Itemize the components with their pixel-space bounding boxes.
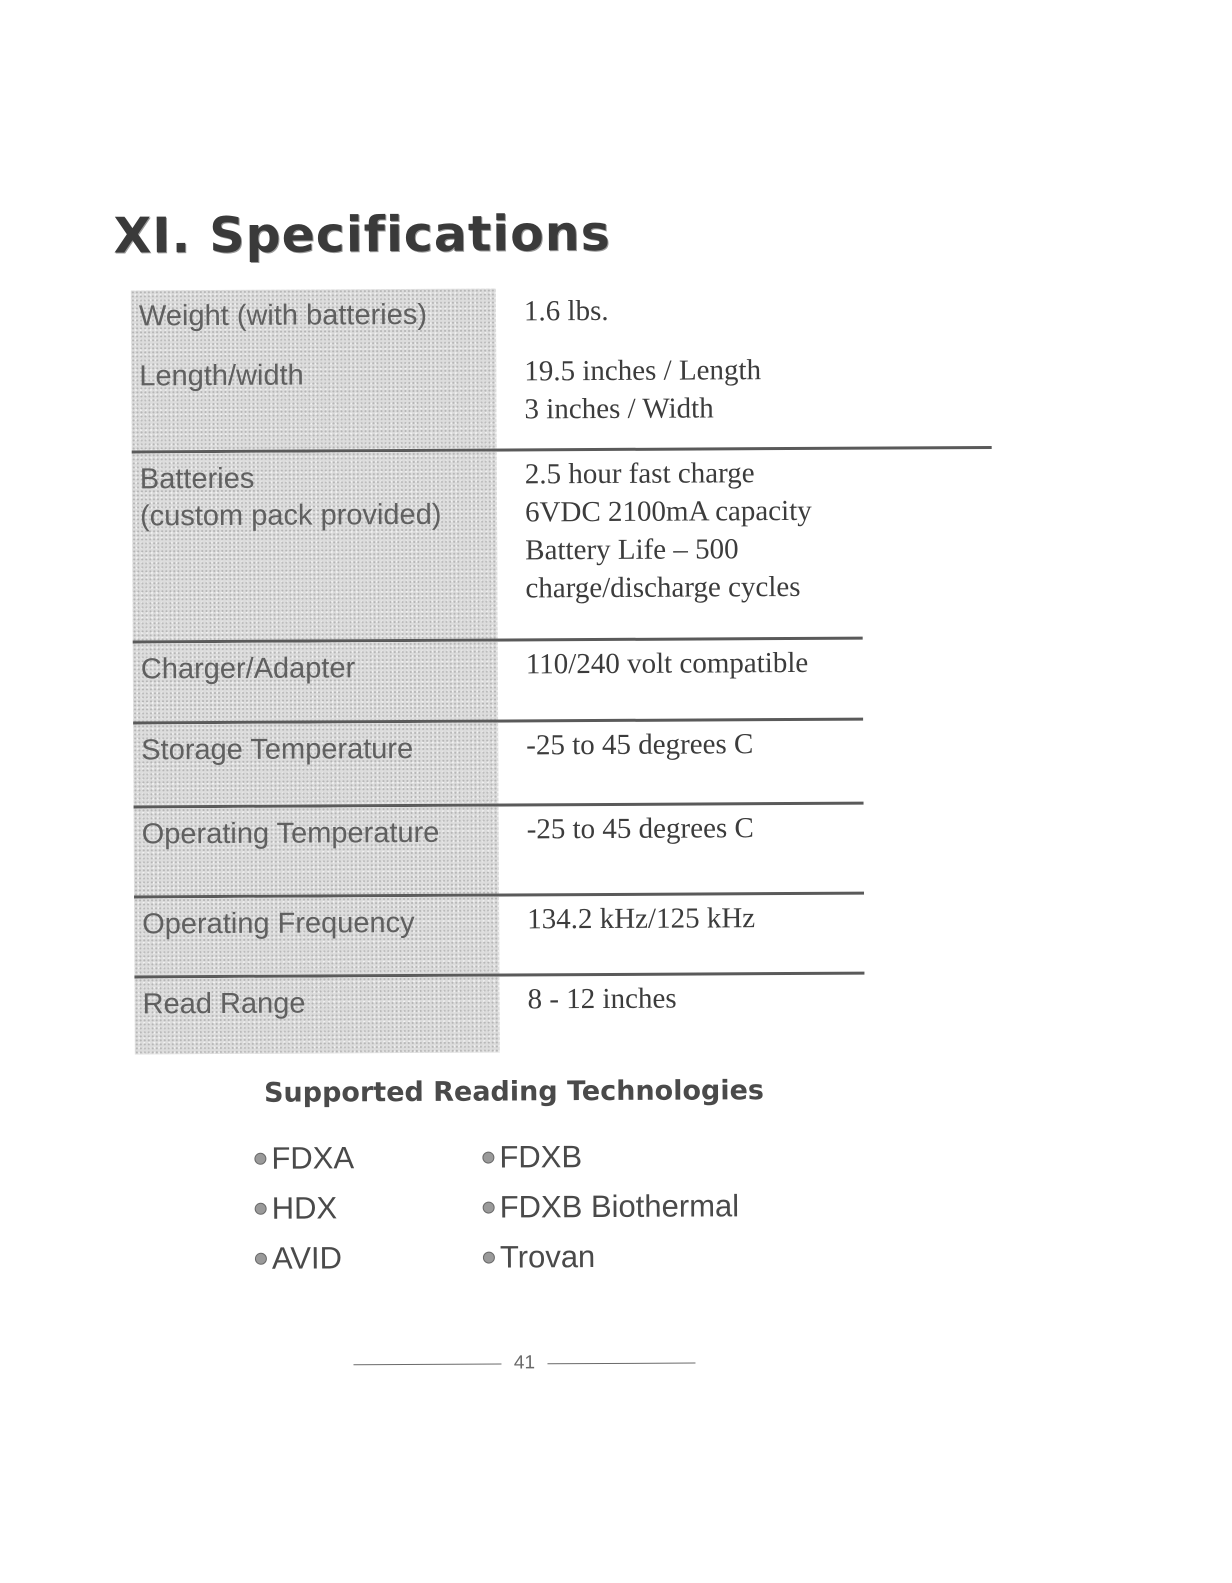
spec-value [499,895,864,974]
spec-row-storage-temperature [133,718,863,806]
spec-value [496,286,991,349]
technology-name: FDXB Biothermal [499,1188,740,1225]
bullet-icon [255,1253,267,1265]
spec-value-line: 1.6 lbs. [523,294,609,328]
spec-label: Operating Temperature [134,807,499,896]
bullet-icon [483,1202,495,1214]
spec-value-line: 6VDC 2100mA capacity [524,494,812,529]
spec-label: Charger/Adapter [133,642,498,722]
spec-row-length-width [131,346,992,451]
spec-value-line: -25 to 45 degrees C [526,728,754,762]
spec-value [498,721,863,804]
spec-label: Weight (with batteries) [131,289,496,351]
spec-value-line: 110/240 volt compatible [525,646,809,681]
spec-value-line: charge/discharge cycles [525,570,801,605]
spec-row-operating-temperature [134,802,864,896]
bullet-icon [254,1153,266,1165]
list-item [255,1239,483,1278]
footer-rule-right [547,1362,695,1364]
spec-row-batteries [132,446,993,641]
spec-label-line: Batteries [139,462,255,496]
spec-label: Length/width [131,349,497,451]
technology-name: Trovan [499,1239,596,1275]
technology-name: FDXB [499,1139,583,1175]
bullet-icon [255,1203,267,1215]
spec-value-line: -25 to 45 degrees C [526,812,754,846]
technology-name: AVID [271,1240,343,1276]
list-item [482,1137,814,1177]
list-item [254,1139,482,1178]
technologies-list [254,1137,815,1278]
spec-label: Read Range [134,977,499,1055]
spec-value-line: 3 inches / Width [524,392,714,426]
bullet-icon [483,1252,495,1264]
technology-name: FDXA [271,1140,355,1176]
list-item [483,1237,815,1277]
spec-value [496,346,992,449]
spec-value-line: 8 - 12 inches [527,982,677,1016]
technologies-heading: Supported Reading Technologies [263,1075,765,1109]
spec-value-line: 2.5 hour fast charge [524,457,755,491]
spec-value-line: Battery Life – 500 [525,533,739,567]
spec-row-read-range [134,972,864,1055]
page-footer [353,1352,695,1376]
spec-value-line: 19.5 inches / Length [524,354,762,388]
spec-label: Operating Frequency [134,897,499,976]
spec-label-line: (custom pack provided) [139,498,442,533]
spec-value-line: 134.2 kHz/125 kHz [527,902,756,936]
bullet-icon [482,1152,494,1164]
spec-value [499,805,864,894]
spec-row-weight [131,286,991,351]
spec-value [498,640,863,720]
footer-rule-left [353,1363,501,1365]
page-title: XI. Specifications [113,204,611,265]
spec-value [497,449,993,639]
technology-name: HDX [271,1190,338,1226]
spec-value [499,975,864,1053]
spec-label [132,452,498,641]
page-number: 41 [513,1352,536,1374]
spec-row-charger-adapter [133,637,863,722]
list-item [483,1187,815,1227]
spec-label: Storage Temperature [133,723,498,806]
specifications-table [131,286,995,1054]
spec-row-operating-frequency [134,892,864,976]
list-item [255,1189,483,1228]
